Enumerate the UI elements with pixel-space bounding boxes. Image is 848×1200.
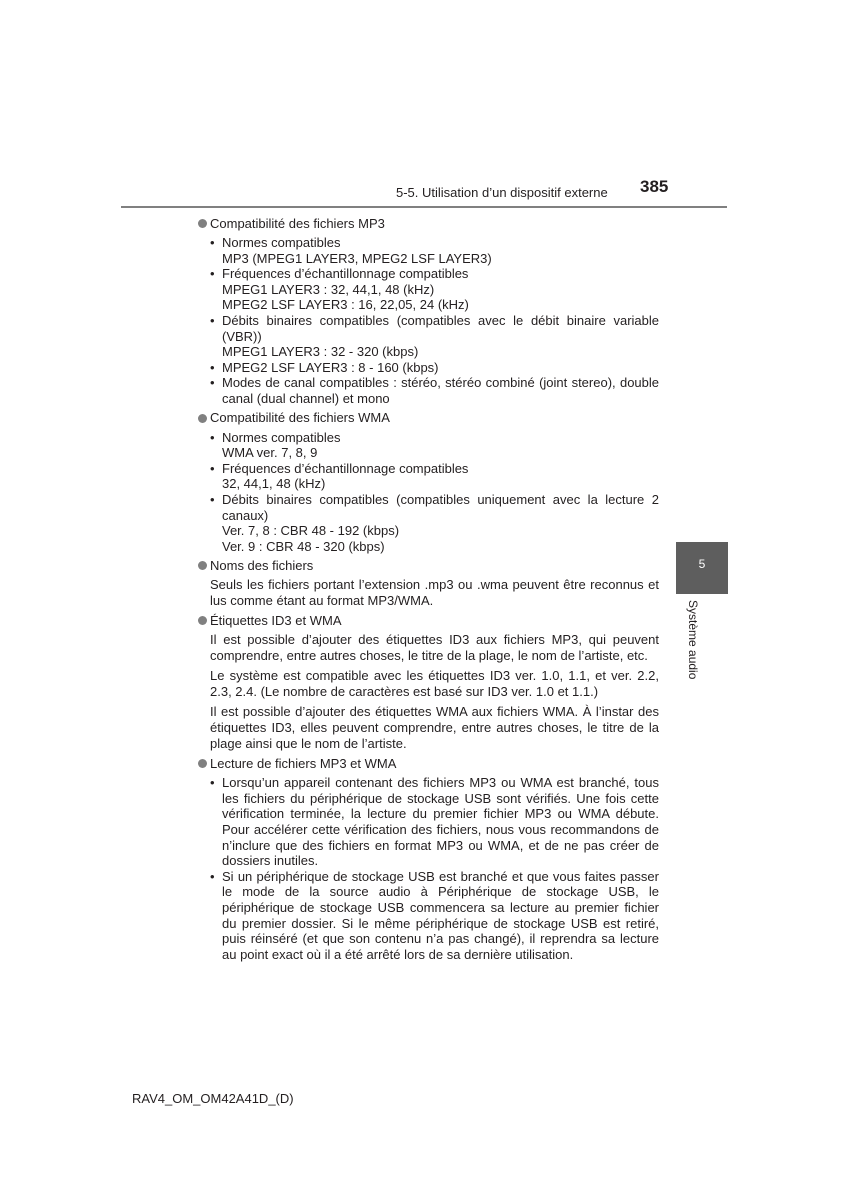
section-title: Compatibilité des fichiers MP3 xyxy=(210,215,385,231)
list-item xyxy=(210,430,659,461)
paragraph: Il est possible d’ajouter des étiquettes WMA aux fichiers WMA. À l’instar des étiquettes ID3, elles peuvent comprendre, entre autres choses, le titre de la plage ainsi que le nom de l’artiste. xyxy=(210,704,659,752)
list-item xyxy=(210,492,659,554)
item-text: • MPEG2 LSF LAYER3 : 8 - 160 (kbps) xyxy=(222,359,439,375)
section-playback xyxy=(196,755,659,962)
paragraph: Seuls les fichiers portant l’extension .mp3 ou .wma peuvent être reconnus et lus comme étant au format MP3/WMA. xyxy=(210,577,659,609)
list-item xyxy=(210,869,659,963)
item-text: • Normes compatibles xyxy=(222,235,341,250)
item-text: • Lorsqu’un appareil contenant des fichiers MP3 ou WMA est branché, tous les fichiers du périphérique de stockage USB sont vérifiés. Une fois cette vérification terminée, la lecture du premier fichier MP3 ou WMA débute. Pour accélérer cette vérification des fichiers, nous vous recommandons de n’inclure que des fichiers en format MP3 ou WMA, et de ne pas créer de dossiers inutiles. xyxy=(222,775,659,869)
section-title: Noms des fichiers xyxy=(210,557,314,573)
header-section-title: 5-5. Utilisation d’un dispositif externe xyxy=(396,185,608,200)
section-title: Compatibilité des fichiers WMA xyxy=(210,410,390,426)
bullet-dot-icon xyxy=(198,759,207,768)
item-text: • Normes compatibles xyxy=(222,429,341,445)
item-text: • Fréquences d’échantillonnage compatibles xyxy=(222,460,469,476)
item-text: • Débits binaires compatibles (compatibles uniquement avec la lecture 2 canaux) xyxy=(222,491,659,523)
item-text: MPEG1 LAYER3 : 32 - 320 (kbps) xyxy=(222,344,419,360)
list-item xyxy=(210,375,659,406)
section-heading xyxy=(196,215,659,232)
list-item xyxy=(210,461,659,492)
section-heading xyxy=(196,612,659,629)
header-rule xyxy=(121,206,727,208)
list-item xyxy=(210,235,659,266)
playback-list xyxy=(210,775,659,962)
list-item xyxy=(210,360,659,376)
section-title: Étiquettes ID3 et WMA xyxy=(210,612,342,628)
section-mp3-compatibility xyxy=(196,215,659,407)
item-text: • Si un périphérique de stockage USB est branché et que vous faites passer le mode de la source audio à Périphérique de stockage USB, le périphérique de stockage USB commencera sa lecture au premier fichier du premier dossier. Si le même périphérique de stockage USB est retiré, puis réinséré (et que son contenu n’a pas changé), il reprendra sa lecture au point exact où il a été arrêté lors de sa dernière utilisation. xyxy=(222,868,659,962)
item-text: • Fréquences d’échantillonnage compatibles xyxy=(222,266,469,282)
item-text: MPEG1 LAYER3 : 32, 44,1, 48 (kHz) xyxy=(222,281,435,297)
page-number: 385 xyxy=(640,177,669,196)
paragraph: Le système est compatible avec les étiquettes ID3 ver. 1.0, 1.1, et ver. 2.2, 2.3, 2.4. (Le nombre de caractères est basé sur ID3 ver. 1.0 et 1.1.) xyxy=(210,668,659,700)
chapter-number: 5 xyxy=(698,557,706,571)
section-heading xyxy=(196,557,659,574)
paragraph: Il est possible d’ajouter des étiquettes ID3 aux fichiers MP3, qui peuvent comprendre, entre autres choses, le titre de la plage, le nom de l’artiste, etc. xyxy=(210,632,659,664)
item-text: • Débits binaires compatibles (compatibles avec le débit binaire variable (VBR)) xyxy=(222,312,659,344)
page-content xyxy=(196,215,659,964)
section-heading xyxy=(196,410,659,427)
bullet-dot-icon xyxy=(198,414,207,423)
section-wma-compatibility xyxy=(196,410,659,555)
bullet-dot-icon xyxy=(198,219,207,228)
item-text: • Modes de canal compatibles : stéréo, stéréo combiné (joint stereo), double canal (dual channel) et mono xyxy=(222,375,659,406)
chapter-tab xyxy=(676,542,728,594)
footer-code: RAV4_OM_OM42A41D_(D) xyxy=(132,1091,294,1106)
item-text: Ver. 7, 8 : CBR 48 - 192 (kbps) xyxy=(222,523,400,539)
list-item xyxy=(210,266,659,313)
item-text: MPEG2 LSF LAYER3 : 16, 22,05, 24 (kHz) xyxy=(222,297,469,313)
item-text: 32, 44,1, 48 (kHz) xyxy=(222,476,326,492)
section-file-names xyxy=(196,557,659,609)
bullet-dot-icon xyxy=(198,561,207,570)
item-text: WMA ver. 7, 8, 9 xyxy=(222,445,318,461)
spec-list xyxy=(210,430,659,555)
list-item xyxy=(210,775,659,869)
section-heading xyxy=(196,755,659,772)
item-text: Ver. 9 : CBR 48 - 320 (kbps) xyxy=(222,538,385,554)
section-title: Lecture de fichiers MP3 et WMA xyxy=(210,755,397,771)
item-text: MP3 (MPEG1 LAYER3, MPEG2 LSF LAYER3) xyxy=(222,250,492,266)
list-item xyxy=(210,313,659,360)
spec-list xyxy=(210,235,659,407)
section-id3-wma-tags xyxy=(196,612,659,752)
chapter-label: Système audio xyxy=(686,600,700,680)
bullet-dot-icon xyxy=(198,616,207,625)
